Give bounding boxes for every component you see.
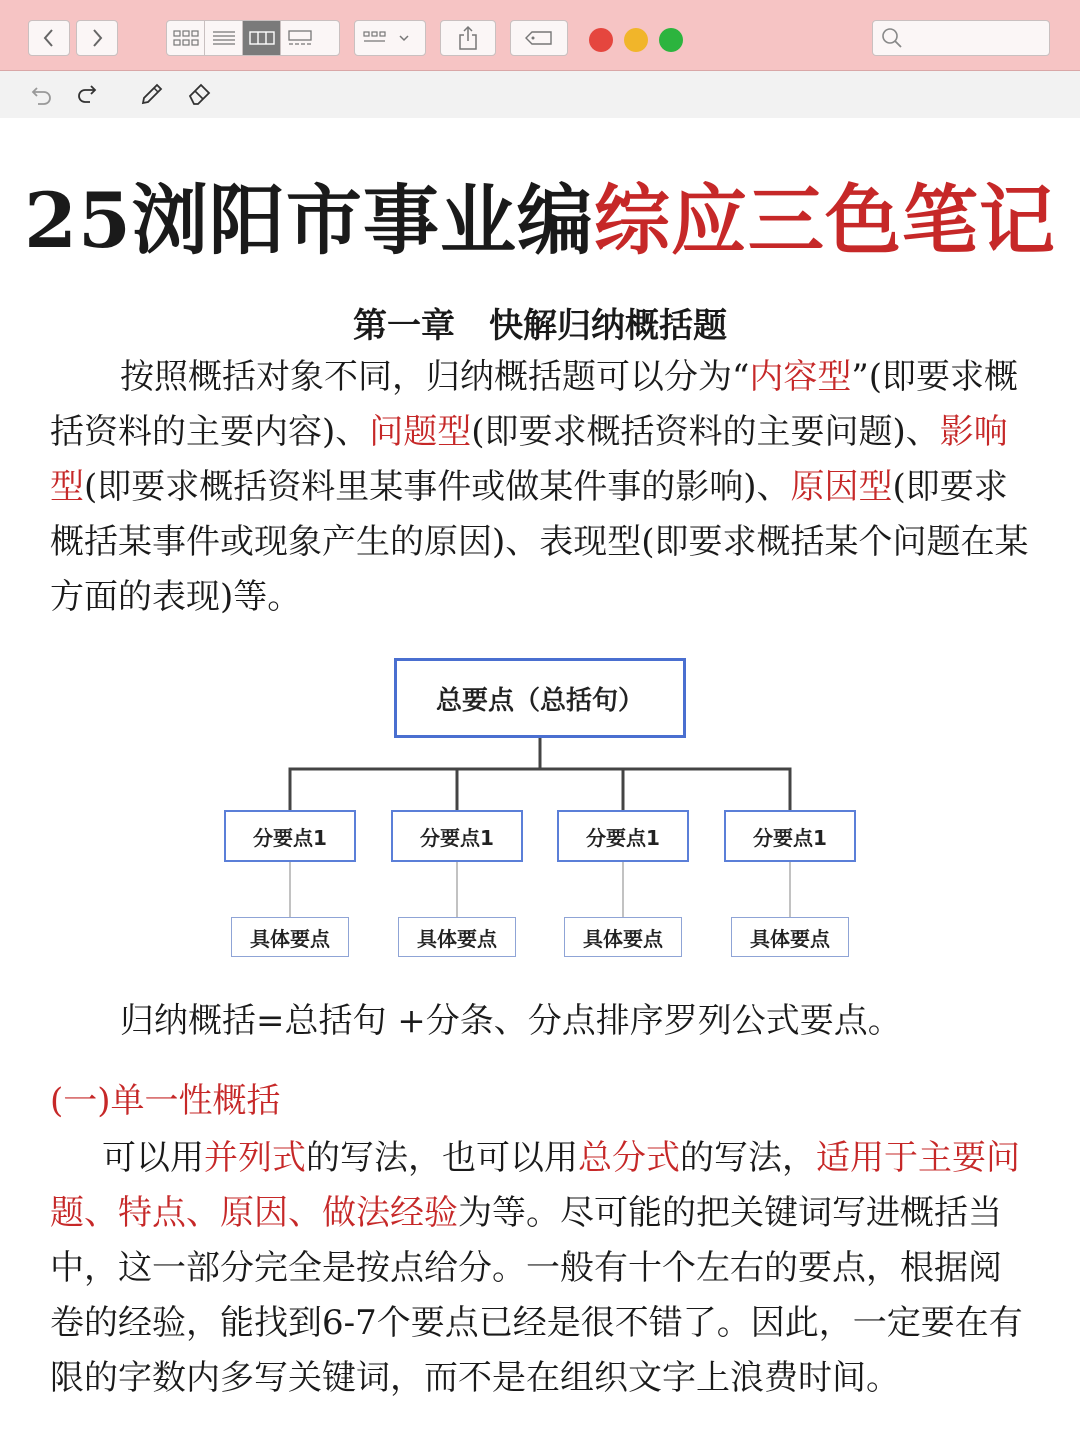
share-button[interactable] (440, 20, 496, 56)
chevron-down-icon (400, 36, 408, 40)
list-view-icon (211, 29, 237, 47)
column-view-button[interactable] (243, 21, 281, 55)
highlighted-term: 总分式 (578, 1138, 680, 1178)
column-view-icon (248, 29, 276, 47)
text-run: (即要求概括资料的主要问题)、 (471, 412, 940, 452)
text-run: 为等。尽可能的把关键词写进概括当中，这一部分完全是按点给分。一般有十个左右的要点，根据阅卷的经验，能找到6-7个要点已经是很不错了。因此，一定要在有限的字数内多写关键词，而不是在组织文字上浪费时间。 (50, 1193, 1023, 1398)
redo-icon[interactable] (74, 80, 102, 108)
view-mode-segmented-control[interactable] (166, 20, 340, 56)
search-input[interactable] (909, 27, 1043, 51)
section-heading: (一)单一性概括 (50, 1081, 281, 1121)
chevron-left-icon (41, 28, 57, 48)
diagram-sub-point: 分要点1 (724, 810, 856, 862)
section-paragraph-text (50, 1131, 1030, 1406)
forward-button[interactable] (76, 20, 118, 56)
grid-view-icon (172, 29, 200, 47)
pencil-icon[interactable] (138, 80, 166, 108)
zoom-window-dot[interactable] (659, 28, 683, 52)
intro-paragraph (50, 350, 1030, 625)
gallery-view-button[interactable] (281, 21, 319, 55)
highlighted-term: 问题型 (369, 412, 472, 452)
text-run: 的写法，也可以用 (306, 1138, 578, 1178)
window-toolbar (0, 0, 1080, 71)
tag-icon (524, 29, 554, 47)
diagram-main-point: 总要点（总括句） (394, 658, 686, 738)
highlighted-term: 原因型 (790, 467, 893, 507)
undo-icon[interactable] (28, 80, 56, 108)
diagram-sub-point: 分要点1 (224, 810, 356, 862)
list-view-button[interactable] (205, 21, 243, 55)
diagram-detail-point: 具体要点 (731, 917, 849, 957)
search-icon (880, 26, 904, 50)
group-by-dropdown[interactable] (354, 20, 426, 56)
chevron-right-icon (89, 28, 105, 48)
diagram-detail-point: 具体要点 (231, 917, 349, 957)
intro-paragraph-text (50, 350, 1030, 625)
diagram-sub-point: 分要点1 (557, 810, 689, 862)
highlighted-term: 影响型 (50, 412, 1008, 507)
highlighted-term: 内容型 (749, 357, 852, 397)
diagram-detail-point: 具体要点 (398, 917, 516, 957)
diagram-sub-point: 分要点1 (391, 810, 523, 862)
text-run: 可以用 (102, 1138, 204, 1178)
text-run: (即要求概括某事件或现象产生的原因)、表现型(即要求概括某个问题在某方面的表现)等。 (50, 467, 1029, 617)
title-red-part: 综应三色笔记 (593, 176, 1056, 265)
gallery-view-icon (286, 29, 314, 47)
eraser-icon[interactable] (186, 80, 214, 108)
structure-diagram (220, 655, 860, 960)
formula-line: 归纳概括=总括句 +分条、分点排序罗列公式要点。 (120, 1001, 902, 1041)
text-run: ”(即要求概括资料的主要内容)、 (50, 357, 1019, 452)
grid-view-button[interactable] (167, 21, 205, 55)
tag-button[interactable] (510, 20, 568, 56)
text-run: 的写法， (680, 1138, 816, 1178)
group-icon (362, 29, 418, 47)
chapter-heading: 第一章 快解归纳概括题 (353, 306, 727, 346)
document-title (0, 160, 1080, 269)
text-run: (即要求概括资料里某事件或做某件事的影响)、 (84, 467, 791, 507)
highlighted-term: 并列式 (204, 1138, 306, 1178)
search-field[interactable] (872, 20, 1050, 56)
close-window-dot[interactable] (589, 28, 613, 52)
text-run: 按照概括对象不同，归纳概括题可以分为“ (120, 357, 750, 397)
diagram-detail-point: 具体要点 (564, 917, 682, 957)
highlighted-term: 适用于主要问题、特点、原因、做法经验 (50, 1138, 1020, 1233)
section-paragraph (50, 1131, 1030, 1406)
title-black-part: 25浏阳市事业编 (24, 176, 594, 265)
minimize-window-dot[interactable] (624, 28, 648, 52)
back-button[interactable] (28, 20, 70, 56)
share-icon (456, 25, 480, 51)
